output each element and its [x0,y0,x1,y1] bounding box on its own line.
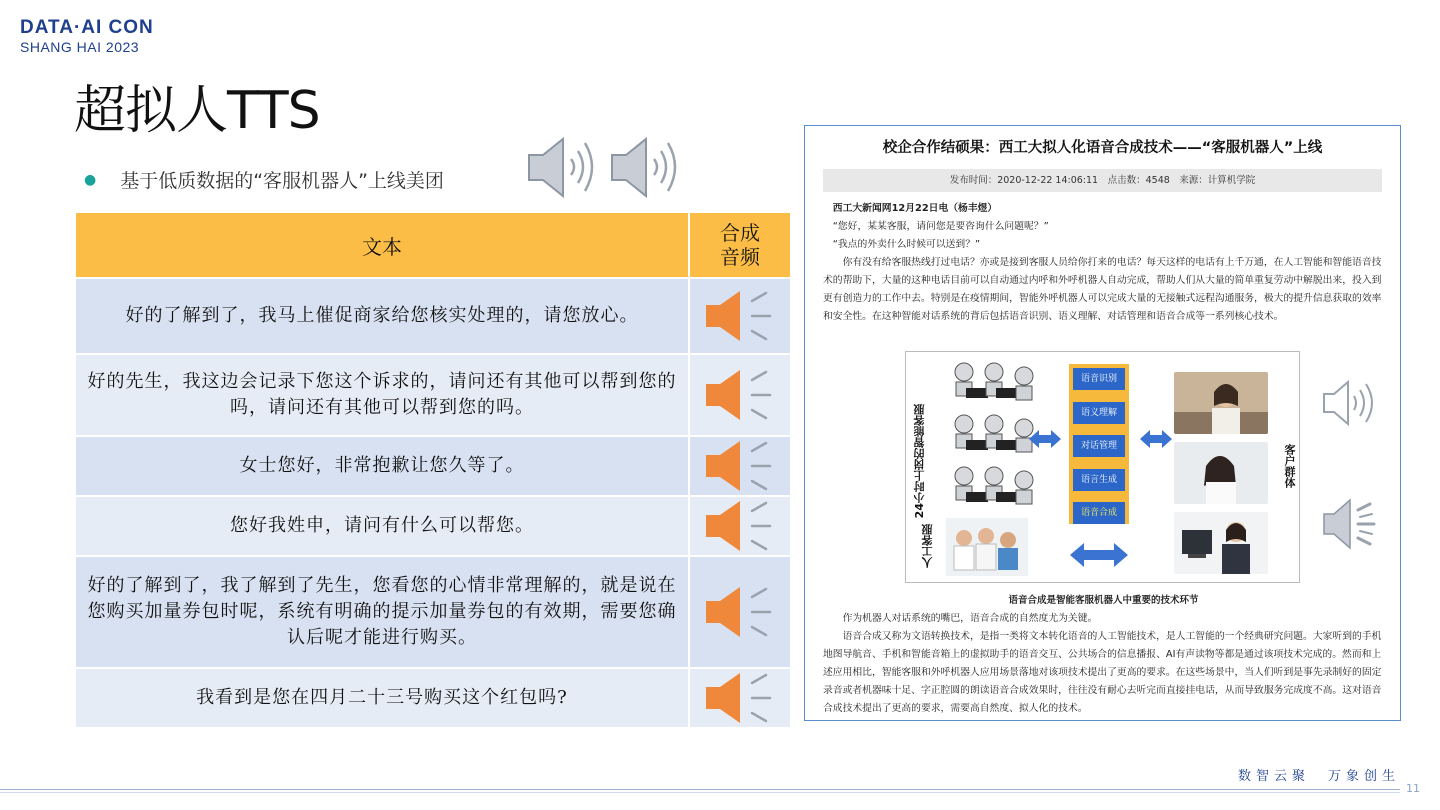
figure-label-customers: 客户群体 [1283,444,1296,488]
article-quote-1: “您好，某某客服，请问您是要咨询什么问题呢？” [832,221,1049,232]
table-header-row [75,212,791,278]
logo-line1: DATA·AI CON [20,17,154,38]
bullet-item [84,166,444,193]
module-asr: 语音识别 [1073,368,1125,390]
table-row [75,354,791,436]
footer-divider [0,792,1400,793]
speaker-icon[interactable] [690,669,790,727]
speaker-icon[interactable] [690,437,790,495]
speaker-icon[interactable] [608,135,688,200]
speaker-outline-icon[interactable] [1320,378,1382,428]
tech-modules [1069,364,1129,524]
speaker-icon[interactable] [690,287,790,345]
speaker-icon[interactable] [690,366,790,424]
double-arrow-icon [1068,540,1130,570]
customer-photo [1174,442,1268,504]
audio-cell[interactable] [689,556,791,668]
table-row [75,496,791,556]
footer-slogan: 数智云聚 万象创生 [1237,769,1400,784]
article-quote-2: “我点的外卖什么时候可以送到？” [832,239,981,250]
figure-caption: 语音合成是智能客服机器人中重要的技术环节 [1008,595,1199,606]
audio-cell[interactable] [689,496,791,556]
module-nlg: 语言生成 [1073,469,1125,491]
header-text: 文本 [75,212,689,278]
news-article [804,125,1401,721]
speaker-icon[interactable] [525,135,600,200]
table-row [75,668,791,728]
tts-table [74,211,792,729]
figure-label-human-agents: 人工客服 [921,524,934,568]
speaker-icon[interactable] [690,583,790,641]
audio-cell[interactable] [689,668,791,728]
customer-photo [1174,512,1268,574]
audio-cell[interactable] [689,278,791,354]
footer-divider [0,789,1400,790]
bullet-text: 基于低质数据的“客服机器人”上线美团 [120,170,444,192]
article-paragraph-1: 你有没有给客服热线打过电话？亦或是接到客服人员给你打来的电话？每天这样的电话有上千万通，在人工智能和智能语音技术的帮助下，大量的这种电话目前可以自动通过内呼和外呼机器人自动完成，帮助人们从大量的简单重复劳动中解脱出来，投入到更有创造力的工作中去。特别是在疫情期间，智能外呼机器人可以完成大量的无接触式远程沟通服务，极大的提升信息获取的效率和安全性。在这种智能对话系统的背后包括语音识别、语义理解、对话管理和语音合成等一系列核心技术。 [823,257,1382,322]
table-row [75,556,791,668]
module-tts: 语音合成 [1073,502,1125,524]
customer-photo [1174,372,1268,434]
audio-cell[interactable] [689,354,791,436]
module-nlu: 语义理解 [1073,402,1125,424]
article-byline: 西工大新闻网12月22日电（杨丰煜） [832,203,998,214]
row-text: 好的了解到了，我马上催促商家给您核实处理的，请您放心。 [75,278,689,354]
header-audio [689,212,791,278]
table-row [75,278,791,354]
article-body [823,200,1382,326]
module-dm: 对话管理 [1073,435,1125,457]
row-text: 好的了解到了，我了解到了先生，您看您的心情非常理解的，就是说在您购买加量券包时呢，系统有明确的提示加量券包的有效期，需要您确认后呢才能进行购买。 [75,556,689,668]
table-row [75,436,791,496]
article-title: 校企合作结硕果：西工大拟人化语音合成技术——“客服机器人”上线 [882,140,1323,156]
article-paragraph-2: 作为机器人对话系统的嘴巴，语音合成的自然度尤为关键。 [842,613,1098,624]
row-text: 好的先生，我这边会记录下您这个诉求的，请问还有其他可以帮到您的吗，请问还有其他可以帮到您的吗。 [75,354,689,436]
speaker-icon[interactable] [1320,496,1382,552]
page-title: 超拟人TTS [74,81,320,141]
row-text: 您好我姓申，请问有什么可以帮您。 [75,496,689,556]
audio-cell[interactable] [689,436,791,496]
conference-logo [20,18,154,54]
article-body-2 [823,610,1382,718]
double-arrow-icon [1138,427,1174,451]
header-audio-label: 合成 音频 [720,221,760,269]
article-figure [905,351,1300,583]
page-number: 11 [1406,782,1420,795]
row-text: 我看到是您在四月二十三号购买这个红包吗? [75,668,689,728]
article-meta: 发布时间：2020-12-22 14:06:11 点击数：4548 来源：计算机学院 [823,169,1382,192]
figure-label-ai-agents: 24小时上岗的智能客服 [913,404,926,519]
double-arrow-icon [1027,427,1063,451]
bullet-dot: ● [84,171,97,188]
human-agents-image [946,518,1028,576]
speaker-icon[interactable] [690,497,790,555]
article-paragraph-3: 语音合成又称为文语转换技术，是指一类将文本转化语音的人工智能技术，是人工智能的一个经典研究问题。大家听到的手机地图导航音、手机和智能音箱上的虚拟助手的语音交互、公共场合的信息播报、AI有声读物等都是通过该项技术完成的。然而和上述应用相比，智能客服和外呼机器人应用场景落地对该项技术提出了更高的要求。在这些场景中，当人们听到是事先录制好的固定录音或者机器味十足、字正腔圆的朗读语音合成效果时，往往没有耐心去听完而直接挂电话，从而导致服务完成度不高。这对语音合成技术提出了更高的要求，需要高自然度、拟人化的技术。 [823,631,1382,714]
row-text: 女士您好，非常抱歉让您久等了。 [75,436,689,496]
logo-line2: SHANG HAI 2023 [20,39,140,55]
